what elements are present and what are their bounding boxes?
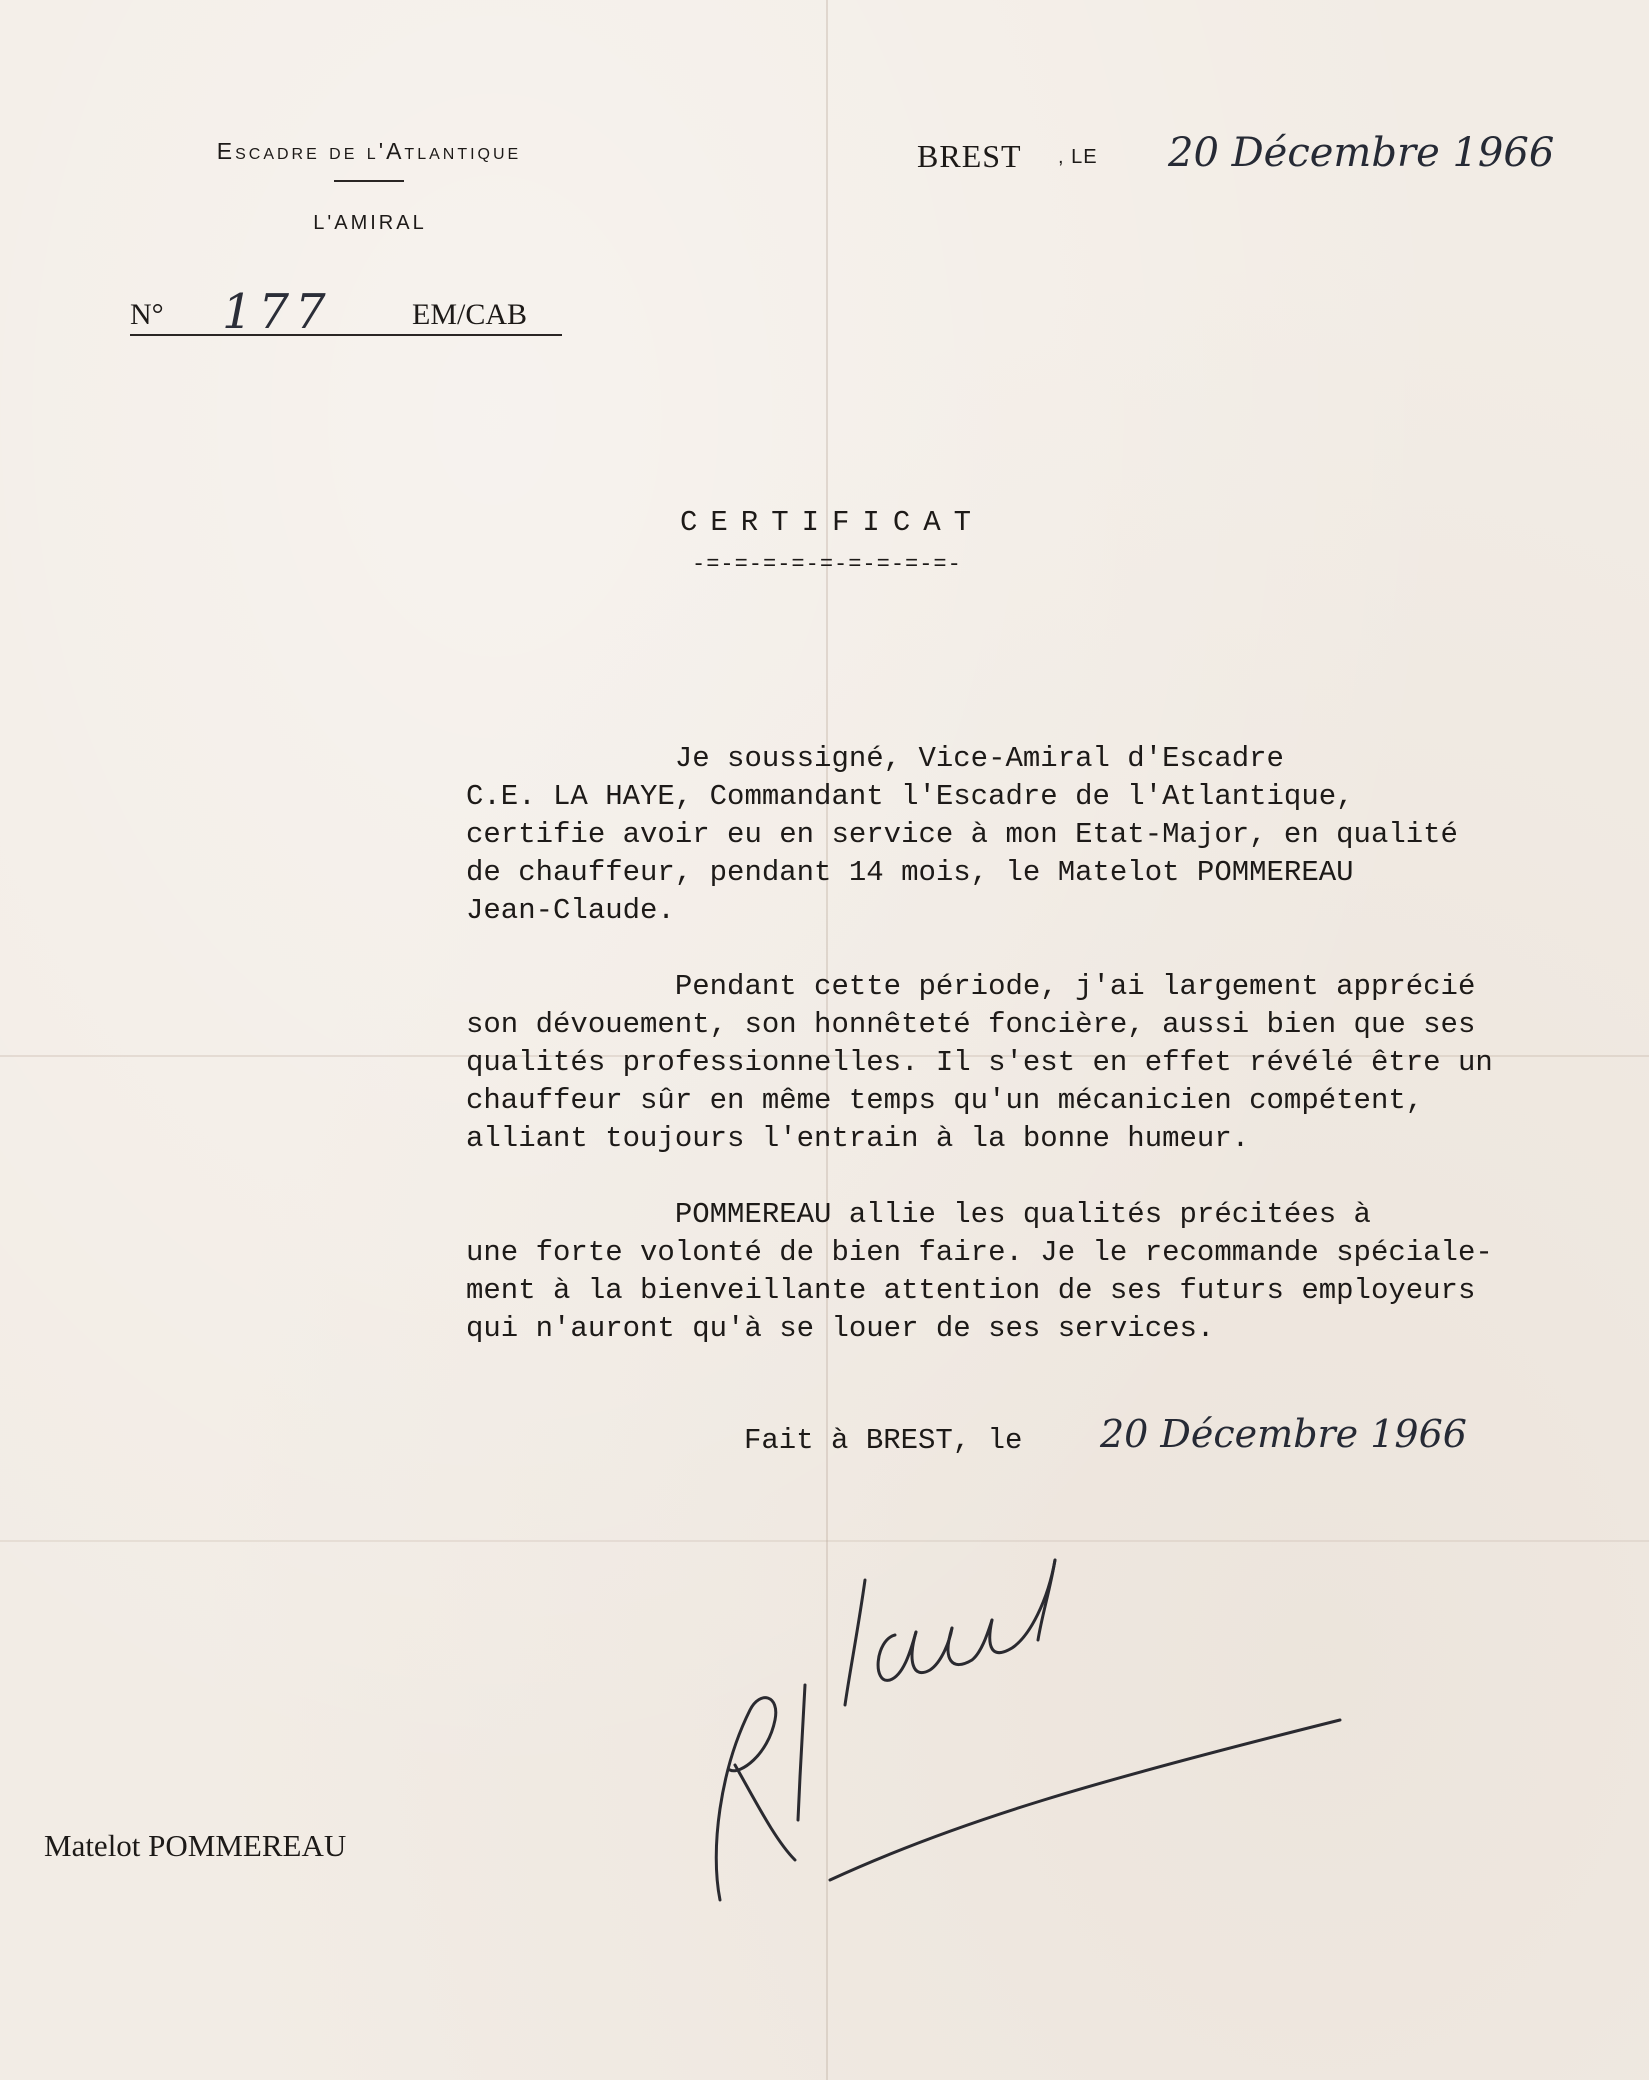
- signature-image: [680, 1520, 1360, 1940]
- certificate-title: CERTIFICAT: [680, 506, 985, 539]
- dateline-city: BREST: [917, 138, 1022, 174]
- dateline-le: , LE: [1058, 146, 1098, 168]
- reference-prefix: N°: [130, 298, 164, 331]
- recipient-name: Matelot POMMEREAU: [44, 1828, 347, 1863]
- dateline-handwritten-date: 20 Décembre 1966: [1168, 130, 1555, 176]
- closing-handwritten-date: 20 Décembre 1966: [1100, 1412, 1467, 1456]
- body-paragraph-3: POMMEREAU allie les qualités précitées à une forte volonté de bien faire. Je le recommande spéciale- ment à la bienveillante attention de ses futurs employeurs qui n'auront qu'à se louer de ses services.: [466, 1198, 1493, 1345]
- letterhead-rule: [334, 180, 404, 182]
- reference-number: [130, 284, 562, 340]
- body-paragraph-1: Je soussigné, Vice-Amiral d'Escadre C.E. LA HAYE, Commandant l'Escadre de l'Atlantique, certifie avoir eu en service à mon Etat-Major, en qualité de chauffeur, pendant 14 mois, le Matelot POMMEREAU Jean-Claude.: [466, 742, 1458, 927]
- letterhead-role: L'AMIRAL: [313, 212, 427, 234]
- reference-handwritten-number: 177: [222, 284, 332, 340]
- reference-suffix: EM/CAB: [412, 298, 528, 331]
- certificate-title-rule: -=-=-=-=-=-=-=-=-=-: [692, 552, 962, 577]
- closing-fait-a: Fait à BREST, le: [744, 1424, 1023, 1457]
- body-paragraph-2: Pendant cette période, j'ai largement apprécié son dévouement, son honnêteté foncière, aussi bien que ses qualités professionnelles. Il s'est en effet révélé être un chauffeur sûr en même temps qu'un mécanicien compétent, alliant toujours l'entrain à la bonne humeur.: [466, 970, 1493, 1155]
- letterhead-org: Escadre de l'Atlantique: [216, 138, 522, 164]
